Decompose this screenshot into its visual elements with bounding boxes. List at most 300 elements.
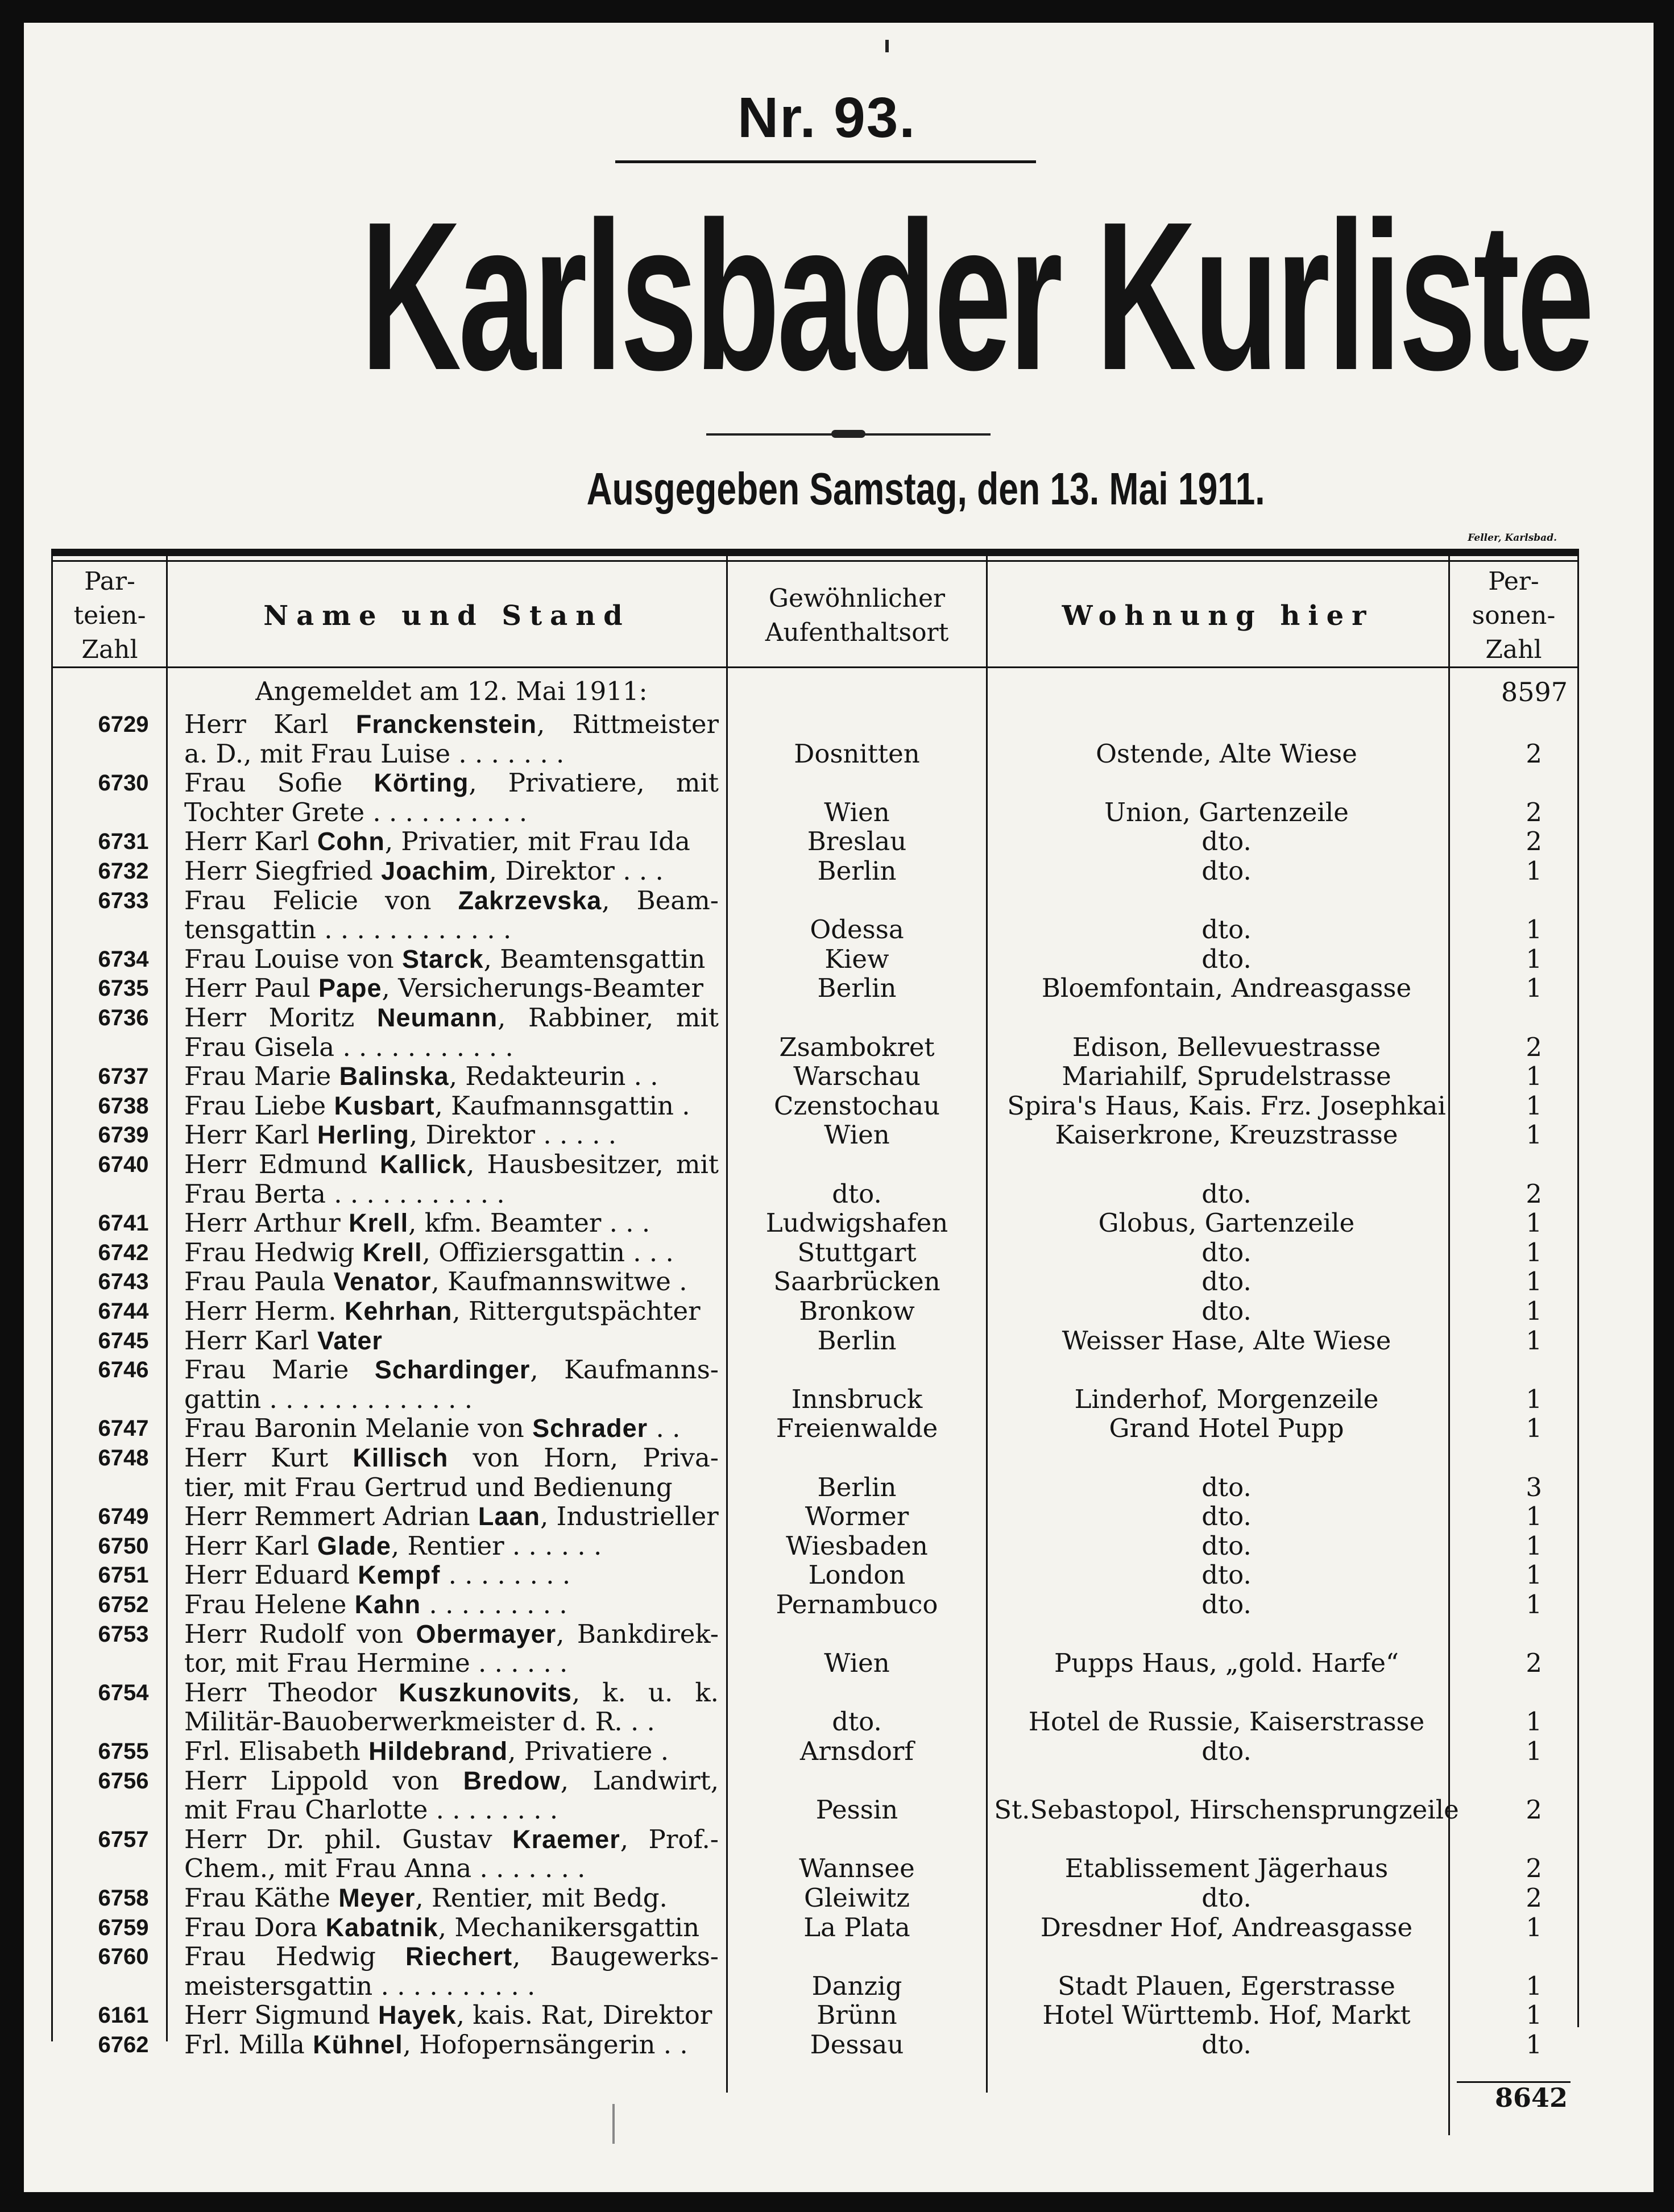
residence-here: dto. (1201, 944, 1252, 974)
name-prefix: Frau Berta . . . . . . . . . . . (184, 1179, 505, 1209)
residence-here: dto. (1201, 1472, 1252, 1502)
guest-name-stand (184, 1267, 719, 1296)
person-count: 1 (1526, 1706, 1542, 1737)
name-prefix: Frau Sofie (184, 768, 374, 798)
name-prefix: Herr Sigmund (184, 2000, 378, 2030)
residence-here: Dresdner Hof, Andreasgasse (1040, 1912, 1413, 1942)
residence-here: dto. (1201, 1531, 1252, 1561)
party-number: 6751 (98, 1563, 149, 1588)
person-count: 1 (1526, 1736, 1542, 1766)
guest-name-stand (184, 1737, 719, 1766)
col-header-parteien-label: Par- teien- Zahl (73, 566, 146, 664)
person-count: 1 (1526, 1531, 1542, 1561)
party-number: 6762 (98, 2032, 149, 2057)
residence-here: Ostende, Alte Wiese (1096, 739, 1357, 769)
guest-name-stand (184, 798, 719, 827)
residence-here: dto. (1201, 1560, 1252, 1590)
surname: Meyer (338, 1883, 416, 1912)
surname: Kusbart (334, 1091, 435, 1120)
surname: Kuszkunovits (399, 1678, 572, 1707)
name-suffix: , Baugewerks- (512, 1941, 719, 1971)
home-town: Wien (824, 1648, 890, 1678)
surname: Bredow (463, 1766, 561, 1795)
home-town: London (808, 1560, 906, 1590)
residence-here: dto. (1201, 2029, 1252, 2060)
name-suffix: , Kaufmannswitwe . (431, 1266, 687, 1296)
col-header-wohnung-label: Wohnung hier (1062, 599, 1374, 632)
home-town: Wormer (805, 1501, 909, 1531)
name-suffix: , Landwirt, (560, 1766, 719, 1796)
party-number: 6735 (98, 976, 149, 1001)
name-suffix: , Beam- (602, 885, 719, 916)
name-prefix: Herr Remmert Adrian (184, 1501, 478, 1531)
name-prefix: a. D., mit Frau Luise . . . . . . . (184, 739, 565, 769)
surname: Kallick (380, 1150, 467, 1179)
residence-here: St.Sebastopol, Hirschensprungzeile (994, 1795, 1459, 1825)
surname: Kempf (358, 1560, 441, 1589)
home-town: Odessa (810, 914, 904, 945)
name-suffix: , Rentier . . . . . . (391, 1531, 602, 1561)
party-number: 6754 (98, 1680, 149, 1705)
name-prefix: Herr Edmund (184, 1149, 380, 1179)
name-suffix: , Hausbesitzer, mit (466, 1149, 719, 1179)
surname: Killisch (353, 1443, 449, 1472)
newspaper-page (24, 23, 1654, 2192)
party-number: 6729 (98, 712, 149, 737)
home-town: Wiesbaden (786, 1531, 928, 1561)
party-number: 6732 (98, 859, 149, 884)
name-prefix: Herr Arthur (184, 1208, 349, 1238)
surname: Kehrhan (344, 1296, 453, 1325)
name-suffix: von Horn, Priva- (448, 1443, 719, 1473)
name-suffix: , Prof.- (620, 1824, 719, 1854)
name-prefix: Militär-Bauoberwerkmeister d. R. . . (184, 1706, 655, 1737)
guest-name-stand (184, 710, 719, 739)
table-top-rule-thin (52, 560, 1579, 562)
masthead-title: Karlsbader Kurliste (360, 177, 1592, 414)
name-suffix: . . (648, 1413, 681, 1443)
guest-name-stand (184, 1766, 719, 1796)
party-number: 6740 (98, 1152, 149, 1177)
person-count: 1 (1526, 944, 1542, 974)
person-count: 1 (1526, 856, 1542, 886)
surname: Vater (317, 1326, 383, 1355)
name-prefix: tor, mit Frau Hermine . . . . . . (184, 1648, 568, 1678)
surname: Glade (317, 1531, 391, 1560)
party-number: 6733 (98, 888, 149, 913)
surname: Joachim (381, 856, 489, 885)
guest-name-stand (184, 1033, 719, 1062)
column-divider (726, 549, 728, 2093)
residence-here: dto. (1201, 856, 1252, 886)
home-town: Freienwalde (776, 1413, 938, 1443)
surname: Krell (362, 1238, 422, 1267)
name-prefix: Frau Liebe (184, 1091, 334, 1121)
residence-here: Edison, Bellevuestrasse (1072, 1032, 1381, 1062)
residence-here: Etablissement Jägerhaus (1064, 1853, 1389, 1883)
name-suffix: , Rabbiner, mit (498, 1003, 719, 1033)
person-count: 1 (1526, 1589, 1542, 1619)
name-prefix: Herr Dr. phil. Gustav (184, 1824, 513, 1854)
home-town: Czenstochau (773, 1091, 940, 1121)
surname: Kühnel (313, 2030, 403, 2059)
guest-name-stand (184, 1296, 719, 1326)
residence-here: Hotel de Russie, Kaiserstrasse (1028, 1706, 1425, 1737)
issue-number: Nr. 93. (737, 86, 917, 150)
name-suffix: , Direktor . . . . . (409, 1120, 617, 1150)
surname: Starck (402, 945, 484, 974)
home-town: Saarbrücken (773, 1266, 940, 1296)
party-number: 6758 (98, 1886, 149, 1911)
surname: Schrader (532, 1414, 648, 1443)
name-prefix: Herr Kurt (184, 1443, 353, 1473)
guest-name-stand (184, 1003, 719, 1033)
person-count: 1 (1526, 1296, 1542, 1326)
person-count: 1 (1526, 973, 1542, 1003)
name-suffix: , Kaufmannsgattin . (434, 1091, 690, 1121)
party-number: 6743 (98, 1269, 149, 1294)
home-town: Pernambuco (776, 1589, 938, 1619)
guest-name-stand (184, 1326, 719, 1356)
surname: Cohn (317, 827, 385, 856)
guest-name-stand (184, 739, 719, 769)
home-town: Wien (824, 1120, 890, 1150)
party-number: 6760 (98, 1944, 149, 1969)
name-prefix: Frl. Elisabeth (184, 1736, 369, 1766)
residence-here: Globus, Gartenzeile (1098, 1208, 1355, 1238)
home-town: Berlin (817, 973, 897, 1003)
residence-here: Kaiserkrone, Kreuzstrasse (1055, 1120, 1398, 1150)
residence-here: Bloemfontain, Andreasgasse (1041, 973, 1412, 1003)
surname: Krell (349, 1208, 409, 1237)
residence-here: dto. (1201, 1883, 1252, 1913)
name-suffix: , Bankdirek- (556, 1619, 719, 1649)
person-count: 1 (1526, 914, 1542, 945)
home-town: Warschau (793, 1061, 921, 1091)
residence-here: dto. (1201, 1266, 1252, 1296)
residence-here: Union, Gartenzeile (1104, 797, 1349, 827)
name-prefix: Herr Karl (184, 1325, 317, 1356)
name-suffix: . . . . . . . . . (421, 1589, 567, 1619)
guest-name-stand (184, 1473, 719, 1502)
column-divider (986, 549, 988, 2093)
surname: Körting (374, 768, 469, 797)
name-suffix: , Privatier, mit Frau Ida (384, 826, 690, 856)
col-header-personen (1450, 566, 1577, 665)
home-town: Wannsee (799, 1853, 915, 1883)
col-header-name-label: Name und Stand (263, 599, 631, 632)
column-divider (1577, 549, 1579, 2027)
guest-name-stand (184, 1355, 719, 1385)
surname: Kahn (354, 1590, 421, 1619)
home-town: Zsambokret (779, 1032, 935, 1062)
table-top-rule (52, 549, 1579, 556)
name-prefix: Herr Karl (184, 1531, 317, 1561)
running-total-start: 8597 (1501, 677, 1568, 707)
home-town: Arnsdorf (799, 1736, 914, 1766)
name-suffix: , kais. Rat, Direktor (456, 2000, 712, 2030)
person-count: 1 (1526, 1413, 1542, 1443)
name-prefix: Frau Käthe (184, 1883, 339, 1913)
guest-name-stand (184, 1179, 719, 1209)
pencil-mark (612, 2104, 615, 2144)
guest-name-stand (184, 1590, 719, 1619)
person-count: 1 (1526, 1912, 1542, 1942)
col-header-ort-label: Gewöhnlicher Aufenthaltsort (765, 583, 949, 647)
running-total-end: 8642 (1494, 2082, 1568, 2113)
residence-here: Pupps Haus, „gold. Harfe“ (1054, 1648, 1399, 1678)
person-count: 2 (1526, 1883, 1542, 1913)
name-prefix: Chem., mit Frau Anna . . . . . . . (184, 1853, 586, 1883)
person-count: 1 (1526, 1560, 1542, 1590)
name-prefix: Herr Theodor (184, 1677, 399, 1708)
name-prefix: Frau Paula (184, 1266, 334, 1296)
home-town: Pessin (815, 1795, 898, 1825)
name-prefix: Herr Paul (184, 973, 318, 1003)
residence-here: Grand Hotel Pupp (1109, 1413, 1344, 1443)
guest-name-stand (184, 1942, 719, 1971)
party-number: 6737 (98, 1064, 149, 1089)
guest-name-stand (184, 886, 719, 916)
column-divider (166, 549, 168, 2041)
residence-here: dto. (1201, 1501, 1252, 1531)
residence-here: dto. (1201, 914, 1252, 945)
person-count: 2 (1526, 1853, 1542, 1883)
home-town: La Plata (803, 1912, 910, 1942)
party-number: 6753 (98, 1622, 149, 1647)
name-prefix: meistersgattin . . . . . . . . . . (184, 1971, 536, 2001)
guest-name-stand (184, 827, 719, 856)
name-suffix: , Direktor . . . (488, 856, 664, 886)
person-count: 1 (1526, 1971, 1542, 2001)
surname: Kraemer (512, 1825, 620, 1854)
home-town: Breslau (807, 826, 907, 856)
party-number: 6736 (98, 1005, 149, 1030)
name-prefix: Herr Karl (184, 1120, 317, 1150)
col-header-ort (728, 566, 986, 665)
home-town: Gleiwitz (803, 1883, 910, 1913)
name-prefix: Frau Marie (184, 1354, 375, 1385)
home-town: Berlin (817, 1472, 897, 1502)
guest-name-stand (184, 2000, 719, 2030)
guest-name-stand (184, 1678, 719, 1708)
residence-here: Hotel Württemb. Hof, Markt (1042, 2000, 1411, 2030)
surname: Riechert (405, 1942, 513, 1971)
name-prefix: Herr Siegfried (184, 856, 382, 886)
person-count: 1 (1526, 1266, 1542, 1296)
guest-name-stand (184, 1854, 719, 1883)
guest-name-stand (184, 1883, 719, 1913)
party-number: 6734 (98, 947, 149, 972)
person-count: 1 (1526, 1237, 1542, 1267)
name-prefix: Herr Lippold von (184, 1766, 463, 1796)
name-suffix: , Privatiere . (508, 1736, 669, 1766)
guest-name-stand (184, 1414, 719, 1443)
party-number: 6750 (98, 1534, 149, 1559)
person-count: 1 (1526, 1091, 1542, 1121)
guest-name-stand (184, 1238, 719, 1267)
name-prefix: Tochter Grete . . . . . . . . . . (184, 797, 528, 827)
name-suffix: , Mechanikersgattin (438, 1912, 700, 1942)
guest-name-stand (184, 1971, 719, 2001)
home-town: dto. (832, 1179, 882, 1209)
guest-name-stand (184, 1062, 719, 1091)
name-prefix: Frau Gisela . . . . . . . . . . . (184, 1032, 513, 1062)
home-town: Dosnitten (794, 739, 920, 769)
col-header-parteien (53, 566, 166, 665)
residence-here: dto. (1201, 1589, 1252, 1619)
name-suffix: , k. u. k. (571, 1677, 719, 1708)
guest-name-stand (184, 1091, 719, 1121)
name-suffix: , Industrieller (540, 1501, 719, 1531)
party-number: 6738 (98, 1093, 149, 1119)
party-number: 6752 (98, 1592, 149, 1617)
name-prefix: Herr Karl (184, 709, 356, 739)
party-number: 6731 (98, 829, 149, 854)
residence-here: Weisser Hase, Alte Wiese (1062, 1325, 1391, 1356)
surname: Laan (478, 1502, 540, 1531)
col-header-name (168, 566, 726, 665)
guest-name-stand (184, 1648, 719, 1678)
guest-name-stand (184, 1531, 719, 1561)
name-prefix: tensgattin . . . . . . . . . . . . (184, 914, 512, 945)
party-number: 6742 (98, 1240, 149, 1265)
guest-name-stand (184, 945, 719, 974)
name-prefix: Herr Herm. (184, 1296, 345, 1326)
person-count: 2 (1526, 1032, 1542, 1062)
person-count: 1 (1526, 1208, 1542, 1238)
issue-rule (615, 160, 1036, 163)
col-header-personen-label: Per- sonen- Zahl (1472, 566, 1556, 664)
name-prefix: tier, mit Frau Gertrud und Bedienung (184, 1472, 673, 1502)
person-count: 1 (1526, 1501, 1542, 1531)
party-number: 6757 (98, 1827, 149, 1852)
surname: Pape (318, 974, 382, 1003)
surname: Zakrzevska (458, 886, 602, 915)
person-count: 1 (1526, 1120, 1542, 1150)
person-count: 1 (1526, 1325, 1542, 1356)
guest-name-stand (184, 1619, 719, 1649)
name-suffix: , Offiziersgattin . . . (422, 1237, 674, 1267)
name-suffix: . . . . . . . . (440, 1560, 571, 1590)
residence-here: Mariahilf, Sprudelstrasse (1062, 1061, 1391, 1091)
printer-mark: Feller, Karlsbad. (1468, 532, 1557, 544)
party-number: 6749 (98, 1504, 149, 1529)
name-suffix: , Rittergutspächter (452, 1296, 701, 1326)
party-number: 6748 (98, 1445, 149, 1470)
guest-name-stand (184, 1560, 719, 1590)
surname: Obermayer (416, 1619, 557, 1648)
party-number: 6756 (98, 1768, 149, 1793)
name-prefix: Frau Hedwig (184, 1237, 363, 1267)
person-count: 2 (1526, 1795, 1542, 1825)
party-number: 6161 (98, 2003, 149, 2028)
name-suffix: , kfm. Beamter . . . (408, 1208, 650, 1238)
name-suffix: , Rittmeister (536, 709, 719, 739)
surname: Franckenstein (355, 710, 537, 739)
name-prefix: Frau Baronin Melanie von (184, 1413, 533, 1443)
ink-speck (885, 40, 889, 52)
party-number: 6755 (98, 1739, 149, 1764)
home-town: Wien (824, 797, 890, 827)
party-number: 6741 (98, 1211, 149, 1236)
residence-here: dto. (1201, 1237, 1252, 1267)
surname: Herling (317, 1120, 409, 1149)
name-suffix: , Hofopernsängerin . . (403, 2029, 688, 2060)
residence-here: dto. (1201, 1296, 1252, 1326)
guest-name-stand (184, 1502, 719, 1531)
guest-name-stand (184, 768, 719, 798)
home-town: Innsbruck (791, 1384, 923, 1414)
guest-name-stand (184, 1120, 719, 1150)
person-count: 2 (1526, 1648, 1542, 1678)
party-number: 6744 (98, 1299, 149, 1324)
name-prefix: Frl. Milla (184, 2029, 313, 2060)
home-town: Kiew (824, 944, 889, 974)
name-prefix: Herr Karl (184, 826, 317, 856)
residence-here: dto. (1201, 1179, 1252, 1209)
name-suffix: , Versicherungs-Beamter (382, 973, 703, 1003)
home-town: Danzig (811, 1971, 902, 2001)
name-prefix: Frau Dora (184, 1912, 326, 1942)
person-count: 2 (1526, 797, 1542, 827)
guest-name-stand (184, 1443, 719, 1473)
guest-name-stand (184, 1385, 719, 1414)
issue-date-line: Ausgegeben Samstag, den 13. Mai 1911. (586, 463, 1265, 514)
name-suffix: , Redakteurin . . (449, 1061, 658, 1091)
name-suffix: , Beamtensgattin (483, 944, 706, 974)
residence-here: dto. (1201, 1736, 1252, 1766)
surname: Hildebrand (368, 1737, 508, 1766)
name-prefix: Frau Louise von (184, 944, 403, 974)
name-prefix: gattin . . . . . . . . . . . . . (184, 1384, 473, 1414)
surname: Balinska (339, 1062, 449, 1091)
party-number: 6739 (98, 1122, 149, 1148)
guest-name-stand (184, 856, 719, 886)
home-town: Dessau (810, 2029, 904, 2060)
name-suffix: , Privatiere, mit (469, 768, 719, 798)
home-town: Berlin (817, 1325, 897, 1356)
table-header-rule (52, 666, 1579, 668)
guest-name-stand (184, 915, 719, 945)
person-count: 1 (1526, 2029, 1542, 2060)
ornament-center (831, 430, 865, 438)
guest-name-stand (184, 1795, 719, 1825)
home-town: Ludwigshafen (765, 1208, 948, 1238)
person-count: 2 (1526, 1179, 1542, 1209)
name-prefix: Frau Hedwig (184, 1941, 406, 1971)
party-number: 6730 (98, 771, 149, 796)
name-suffix: , Kaufmanns- (530, 1354, 719, 1385)
name-prefix: Frau Helene (184, 1589, 355, 1619)
home-town: Stuttgart (797, 1237, 917, 1267)
home-town: Brünn (817, 2000, 897, 2030)
registration-date: Angemeldet am 12. Mai 1911: (255, 676, 648, 706)
name-prefix: Frau Felicie von (184, 885, 458, 916)
name-prefix: Herr Moritz (184, 1003, 378, 1033)
surname: Schardinger (374, 1355, 531, 1384)
guest-name-stand (184, 974, 719, 1003)
surname: Hayek (378, 2000, 457, 2029)
name-prefix: Herr Rudolf von (184, 1619, 416, 1649)
person-count: 3 (1526, 1472, 1542, 1502)
name-prefix: mit Frau Charlotte . . . . . . . . (184, 1795, 558, 1825)
guest-name-stand (184, 1150, 719, 1179)
guest-name-stand (184, 1208, 719, 1238)
name-suffix: , Rentier, mit Bedg. (415, 1883, 668, 1913)
residence-here: Stadt Plauen, Egerstrasse (1058, 1971, 1395, 2001)
person-count: 1 (1526, 1384, 1542, 1414)
